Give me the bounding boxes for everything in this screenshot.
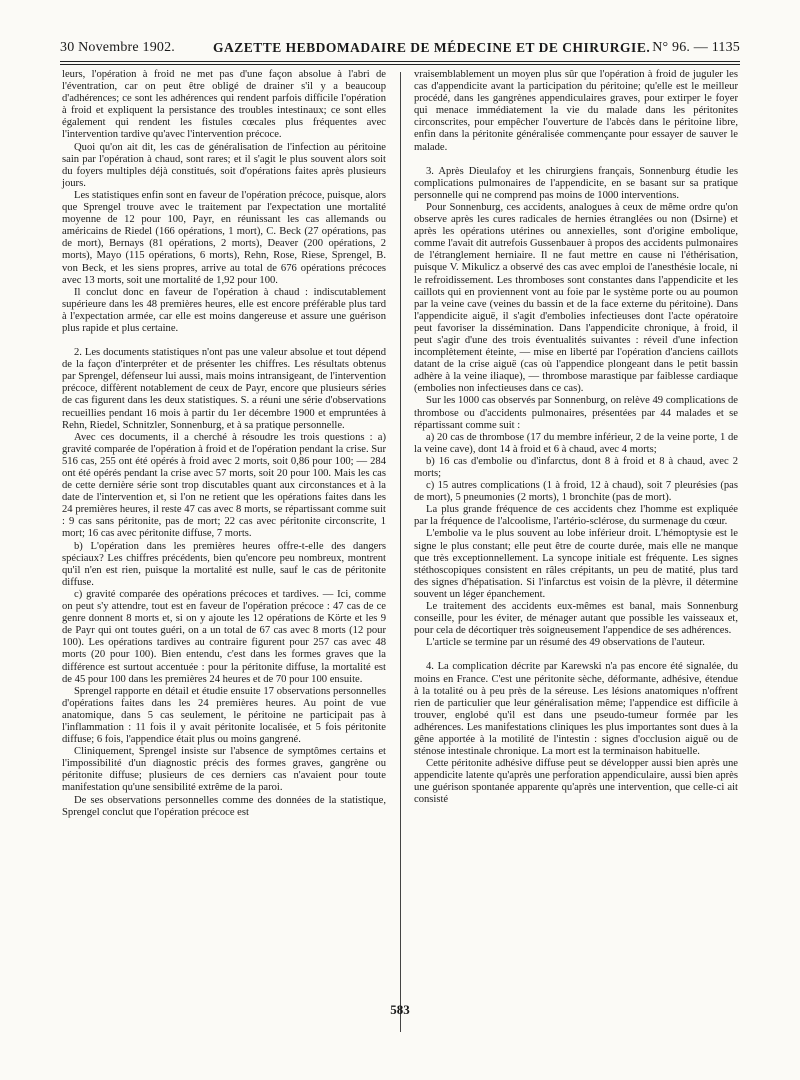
paragraph: Sprengel rapporte en détail et étudie ensuite 17 observations personnelles d'opérations faites dans les 24 premières heures. Au point de vue anatomique, dans 5 cas seulement, le péritoine ne participait pas à l'inflammation : 11 fois il y avait péritonite localisée, et 5 fois péritonite diffuse; 6 fois, l'appendice était plus ou moins gangrené. <box>62 685 386 746</box>
section-gap <box>414 154 738 166</box>
journal-title: GAZETTE HEBDOMADAIRE DE MÉDECINE ET DE CHIRURGIE. <box>213 40 651 55</box>
paragraph: Cette péritonite adhésive diffuse peut se développer aussi bien après une appendicite latente qu'après une perforation appendiculaire, aussi bien après une guérison spontanée apparente qu'après une intervention, que celle-ci ait consisté <box>414 758 738 806</box>
paragraph: b) L'opération dans les premières heures offre-t-elle des dangers spéciaux? Les chiffres précédents, bien qu'encore peu nombreux, montrent qu'il n'en est rien, puisque la mortalité est nulle, sauf le cas de péritonite diffuse. <box>62 540 386 588</box>
section-gap <box>62 335 386 347</box>
issue-date: 30 Novembre 1902. <box>60 40 175 55</box>
paragraph: 4. La complication décrite par Karewski n'a pas encore été signalée, du moins en France. C'est une péritonite sèche, déformante, adhésive, étendue à la totalité ou à peu près de la séreuse. Les lésions anatomiques n'offrent rien de particulier que leur généralisation même; l'appendice est difficile à trouver, englobé qu'il est dans une pseudo-tumeur formée par les adhérences. Les manifestations cliniques les plus importantes sont dues à la gêne apportée à la motilité de l'intestin : signes d'occlusion aiguë ou de sténose intestinale chronique. La mort est la terminaison habituelle. <box>414 661 738 758</box>
paragraph: leurs, l'opération à froid ne met pas d'une façon absolue à l'abri de l'éventration, car on peut être obligé de drainer s'il y a beaucoup d'adhérences; ce sont les adhérences qui rendent parfois difficile l'opération à froid et expliquent la persistance des troubles intestinaux; ce sont elles également qui rendent les fistules cœcales plus fréquentes avec l'intervention tardive qu'avec l'intervention précoce. <box>62 69 386 141</box>
paragraph: Il conclut donc en faveur de l'opération à chaud : indiscutablement supérieure dans les 48 premières heures, elle est encore préférable plus tard à l'expectation armée, car elle est moins dangereuse et assure une guérison plus rapide et plus certaine. <box>62 286 386 334</box>
issue-page-number: N° 96. — 1135 <box>652 40 740 55</box>
paragraph: 3. Après Dieulafoy et les chirurgiens français, Sonnenburg étudie les complications pulmonaires de l'appendicite, en se basant sur sa pratique personnelle qui ne comprend pas moins de 1000 interventions. <box>414 165 738 201</box>
paragraph: De ses observations personnelles comme des données de la statistique, Sprengel conclut que l'opération précoce est <box>62 794 386 818</box>
column-divider <box>400 72 401 1032</box>
paragraph: Le traitement des accidents eux-mêmes est banal, mais Sonnenburg conseille, pour les éviter, de ménager autant que possible les vaisseaux et, pour cela de décortiquer très soigneusement l'appendice de ses adhérences. <box>414 601 738 637</box>
paragraph: Sur les 1000 cas observés par Sonnenburg, on relève 49 complications de thrombose ou d'accidents pulmonaires, présentées par 44 malades et se répartissant comme suit : <box>414 395 738 431</box>
paragraph: c) gravité comparée des opérations précoces et tardives. — Ici, comme on peut s'y attendre, tout est en faveur de l'opération précoce : 47 cas de ce genre donnent 8 morts et, si on y ajoute les 12 opérations de Körte et les 9 de Payr qui ont toutes guéri, on a un total de 67 cas avec 8 morts (12 pour 100). Les opérations tardives au contraire figurent pour 257 cas avec 48 morts (20 pour 100). Bien entendu, c'est dans les formes graves que la différence est surtout accentuée : pour la péritonite diffuse, la mortalité est de 45 pour 100 dans les premières 24 heures et de 70 pour 100 ensuite. <box>62 588 386 685</box>
paragraph: L'embolie va le plus souvent au lobe inférieur droit. L'hémoptysie est le signe le plus constant; elle peut être de courte durée, mais elle ne manque que très exceptionnellement. La syncope initiale est fréquente. Les signes stéthoscopiques consistent en râles crépitants, un peu de matité, plus tard des signes d'hépatisation. Si l'infarctus est voisin de la plèvre, il détermine souvent un léger épanchement. <box>414 528 738 600</box>
section-gap <box>414 649 738 661</box>
header-rule-thick <box>60 61 740 62</box>
paragraph: L'article se termine par un résumé des 49 observations de l'auteur. <box>426 637 705 649</box>
paragraph: Les statistiques enfin sont en faveur de l'opération précoce, puisque, alors que Sprengel trouve avec le traitement par l'expectation une mortalité moyenne de 12 pour 100, Payr, en réunissant les cas allemands ou américains de Riedel (166 opérations, 1 mort), C. Beck (27 opérations, pas de mort), Bernays (81 opérations, 2 morts), Deaver (200 opérations, 2 morts), Mayo (115 opérations, 6 morts), Rehn, Rose, Riese, Sprengel, B. von Beck, et les siens propres, arrive au total de 676 opérations précoces avec 13 morts, soit une mortalité de 1,92 pour 100. <box>62 189 386 286</box>
paragraph: Avec ces documents, il a cherché à résoudre les trois questions : a) gravité comparée de l'opération à froid et de l'opération pendant la crise. Sur 516 cas, 255 ont été opérés à froid avec 2 morts, soit 0,86 pour 100; — 284 ont été opérés pendant la crise avec 57 morts, soit 20 pour 100. Mais les cas de cette dernière série sont trop discutables quant aux circonstances et à la date de l'intervention et, si l'on ne retient que les opérations faites dans les 24 premières heures, il reste 47 cas avec 8 morts, se répartissant comme suit : 9 cas sans péritonite, pas de mort; 22 cas avec péritonite circonscrite, 1 mort; 16 cas avec péritonite diffuse, 7 morts. <box>62 431 386 540</box>
paragraph: Quoi qu'on ait dit, les cas de généralisation de l'infection au péritoine sain par l'opération à chaud, sont rares; et il s'agit le plus souvent alors soit du foyers multiples déjà constitués, soit d'opérations faites après plusieurs jours. <box>62 141 386 189</box>
paragraph: Cliniquement, Sprengel insiste sur l'absence de symptômes certains et l'impossibilité d'un diagnostic précis des formes graves, gangrène ou péritonite diffuse; plusieurs de ces derniers cas n'avaient pour toute manifestation qu'une sensibilité extrême de la paroi. <box>62 746 386 794</box>
paragraph: b) 16 cas d'embolie ou d'infarctus, dont 8 à froid et 8 à chaud, avec 2 morts; <box>414 455 738 479</box>
paragraph: 2. Les documents statistiques n'ont pas une valeur absolue et tout dépend de la façon d'interpréter et de présenter les chiffres. Les résultats obtenus par Sprengel, défenseur lui aussi, mais moins intransigeant, de l'intervention précoce, diffèrent notablement de ceux de Payr, encore que plusieurs séries de cas figurent dans les deux statistiques. S. a réuni une série d'observations recueillies pendant 16 mois à partir du 1er décembre 1900 et empruntées à Rehn, Riedel, Schnitzler, Sonnenburg, et à sa pratique personnelle. <box>62 347 386 431</box>
paragraph: a) 20 cas de thrombose (17 du membre inférieur, 2 de la veine porte, 1 de la veine cave), dont 14 à froid et 6 à chaud, avec 4 morts; <box>414 431 738 455</box>
page-footer-number: 583 <box>390 1002 410 1017</box>
running-header <box>60 40 740 58</box>
left-column <box>62 69 386 819</box>
paragraph: vraisemblablement un moyen plus sûr que l'opération à froid de juguler les cas d'appendicite avant la participation du péritoine; qu'elle est le meilleur procédé, dans les gangrènes appendiculaires graves, pour extirper le foyer qui menace immédiatement la vie du malade dans les péritonites circonscrites, pour empêcher l'ouverture de l'abcès dans le péritoine libre, enfin dans la péritonite généralisée commençante pour essayer de sauver le malade. <box>414 69 738 153</box>
right-column <box>414 69 738 807</box>
header-rule-thin <box>60 64 740 65</box>
paragraph: c) 15 autres complications (1 à froid, 12 à chaud), soit 7 pleurésies (pas de mort), 5 pneumonies (2 morts), 1 bronchite (pas de mort). <box>414 480 738 504</box>
paragraph: La plus grande fréquence de ces accidents chez l'homme est expliquée par la fréquence de l'alcoolisme, l'artério-sclérose, du surmenage du cœur. <box>414 504 738 528</box>
paragraph: Pour Sonnenburg, ces accidents, analogues à ceux de même ordre qu'on observe après les cures radicales de hernies étranglées ou non (Dsirne) et après les opérations utérines ou annexielles, sont d'origine embolique, comme l'avait dit autrefois Gussenbauer à propos des accidents pulmonaires de l'étranglement herniaire. Il ne faut mettre en cause ni l'éthérisation, puisque V. Mikulicz a observé des cas avec emploi de l'anesthésie locale, ni le refroidissement. Les thromboses sont constantes dans l'appendicite et les caillots qui en proviennent vont au foie par le système porte ou au poumon par la veine cave (veines du bassin et de la face externe du péritoine). Dans l'appendicite aiguë, il s'agit d'embolies infectieuses dont l'acte opératoire peut favoriser la dissémination. Dans l'appendicite chronique, à froid, il peut s'agir d'une des trois éventualités suivantes : réveil d'une infection incomplètement éteinte, — mise en liberté par l'opération d'anciens caillots datant de la crise aiguë (cas où l'appendice plongeant dans le petit bassin adhère à la veine iliaque), — thrombose marastique par faiblesse cardiaque (embolies non infectieuses dans ce cas). <box>414 201 738 395</box>
